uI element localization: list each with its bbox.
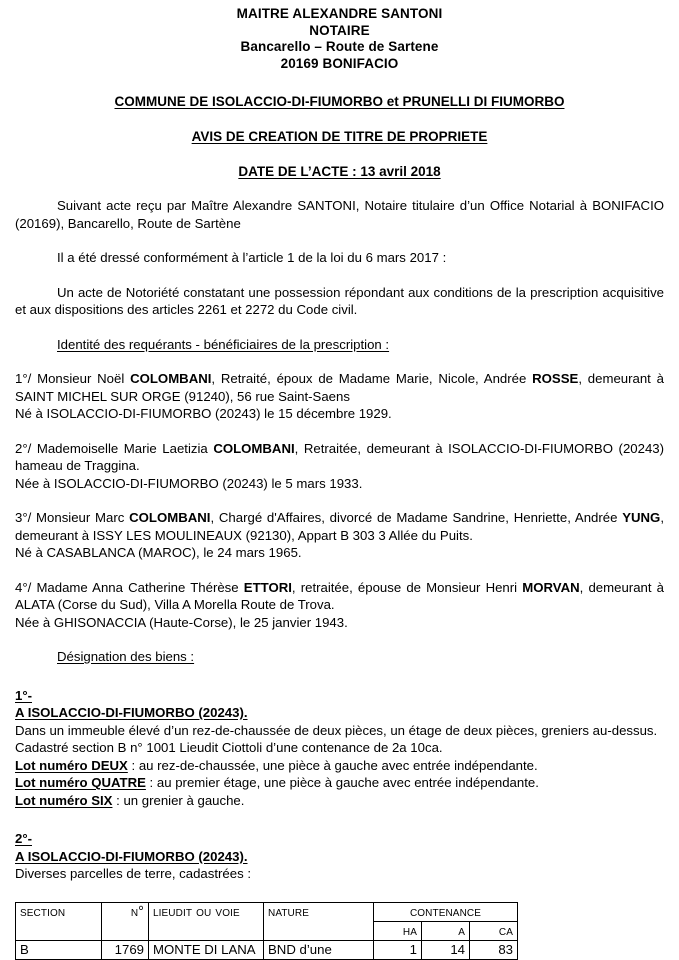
intro-p2-text: Il a été dressé conformément à l’article 1 de la loi du 6 mars 2017 : xyxy=(57,250,447,265)
cell-lieudit: MONTE DI LANA xyxy=(149,940,264,959)
requerant-birth xyxy=(15,475,664,493)
bien-description xyxy=(15,865,664,883)
lot-line xyxy=(15,774,664,792)
requerant-prefix: Madame Anna Catherine Thérèse xyxy=(36,579,244,595)
requerant-address: , demeurant à SAINT MICHEL SUR ORGE (91240), 56 rue Saint-Saens xyxy=(15,371,664,404)
header-lieudit: lieudit ou voie xyxy=(149,902,264,940)
letterhead-line-1: MAITRE ALEXANDRE SANTONI xyxy=(236,6,443,21)
bien-address-text: A ISOLACCIO-DI-FIUMORBO (20243). xyxy=(15,848,248,864)
bien-cadastre-text: Cadastré section B n° 1001 Lieudit Ciottoli d’une contenance de 2a 10ca. xyxy=(15,740,443,755)
header-ca: ca xyxy=(470,921,518,940)
lot-label: Lot numéro QUATRE xyxy=(15,775,146,790)
bien-description-text: Diverses parcelles de terre, cadastrées : xyxy=(15,866,252,881)
lot-text: : au premier étage, une pièce à gauche avec entrée indépendante. xyxy=(145,775,539,790)
section-designation-title xyxy=(15,648,664,666)
cell-a: 14 xyxy=(422,940,470,959)
requerant-birth-text: Née à GHISONACCIA (Haute-Corse), le 25 janvier 1943. xyxy=(15,614,348,630)
bien-description-text: Dans un immeuble élevé d’un rez-de-chaussée de deux pièces, un étage de deux pièces, greniers au-dessus. xyxy=(15,722,658,738)
requerant-surname: COLOMBANI xyxy=(129,510,211,525)
header-contenance: contenance xyxy=(374,902,518,921)
requerant-entry xyxy=(15,579,664,614)
requerant-surname: COLOMBANI xyxy=(130,371,212,386)
lot-label: Lot numéro SIX xyxy=(15,792,113,808)
letterhead-line-4: 20169 BONIFACIO xyxy=(280,55,399,71)
parcel-table xyxy=(15,902,518,960)
bien-cadastre xyxy=(15,739,664,757)
intro-p3-line1: Un acte de Notoriété constatant une possession répondant aux conditions de la xyxy=(57,284,527,300)
requerant-prefix: Monsieur Noël xyxy=(37,371,131,386)
cell-ha: 1 xyxy=(374,940,422,959)
requerant-middle: , Chargé d'Affaires, divorcé de Madame Sandrine, Henriette, Andrée xyxy=(210,510,623,525)
section-identite-title-text: Identité des requérants - bénéficiaires de la prescription : xyxy=(57,336,390,352)
section-identite-title xyxy=(15,336,664,354)
cell-ca: 83 xyxy=(470,940,518,959)
heading-avis-text: AVIS DE CREATION DE TITRE DE PROPRIETE xyxy=(191,129,488,144)
requerant-birth xyxy=(15,405,664,423)
requerant-address: , demeurant à ISSY LES MOULINEAUX (92130), Appart B 303 3 Allée du Puits. xyxy=(15,510,664,543)
heading-commune xyxy=(15,94,664,110)
intro-paragraph-2 xyxy=(15,249,664,267)
table-header-row xyxy=(16,902,518,921)
letterhead-line-3: Bancarello – Route de Sartene xyxy=(240,39,439,54)
lot-line xyxy=(15,757,664,775)
requerant-address: , demeurant à ALATA (Corse du Sud), Villa A Morella Route de Trova. xyxy=(15,579,665,612)
requerant-birth-text: Né à ISOLACCIO-DI-FIUMORBO (20243) le 15 décembre 1929. xyxy=(15,406,392,421)
bien-number-text: 2°- xyxy=(15,831,32,846)
bien-address xyxy=(15,704,664,722)
intro-p3-line2: prescription acquisitive et aux dispositions des articles 2261 et 2272 du Code civil. xyxy=(15,284,664,317)
header-ha: ha xyxy=(374,921,422,940)
parcel-table-wrapper xyxy=(15,902,664,960)
heading-commune-text: COMMUNE DE ISOLACCIO-DI-FIUMORBO et PRUNELLI DI FIUMORBO xyxy=(114,94,565,109)
bien-description xyxy=(15,722,664,740)
requerant-birth xyxy=(15,614,664,632)
lot-text: : un grenier à gauche. xyxy=(112,792,245,808)
requerant-birth-text: Née à ISOLACCIO-DI-FIUMORBO (20243) le 5 mars 1933. xyxy=(15,475,363,491)
requerant-prefix: Monsieur Marc xyxy=(36,510,130,525)
requerant-entry xyxy=(15,509,664,544)
bien-address-text: A ISOLACCIO-DI-FIUMORBO (20243). xyxy=(15,705,248,720)
requerant-birth xyxy=(15,544,664,562)
requerant-spouse-surname: YUNG xyxy=(622,510,661,525)
lot-label: Lot numéro DEUX xyxy=(15,757,128,773)
requerant-entry xyxy=(15,440,664,475)
requerant-marker: 3°/ xyxy=(15,510,37,525)
requerant-surname: ETTORI xyxy=(243,579,292,595)
heading-date-text: DATE DE L’ACTE : 13 avril 2018 xyxy=(238,164,441,179)
requerant-birth-text: Né à CASABLANCA (MAROC), le 24 mars 1965. xyxy=(15,545,302,560)
letterhead-line-2: NOTAIRE xyxy=(309,22,370,38)
letterhead xyxy=(15,6,664,72)
requerant-marker: 1°/ xyxy=(15,371,38,386)
requerant-marker: 2°/ xyxy=(15,440,37,456)
cell-section: B xyxy=(16,940,102,959)
requerant-middle: , Retraité, époux de Madame Marie, Nicole, Andrée xyxy=(211,371,533,386)
section-designation-title-text: Désignation des biens : xyxy=(57,649,195,664)
requerant-spouse-surname: ROSSE xyxy=(532,371,579,386)
heading-avis xyxy=(15,129,664,145)
intro-p1-line1: Suivant acte reçu par Maître Alexandre SANTONI, Notaire titulaire d’un Office Notarial à xyxy=(57,198,588,213)
bien-address xyxy=(15,848,664,866)
header-section: section xyxy=(16,902,102,940)
cell-nature: BND d’une xyxy=(264,940,374,959)
intro-paragraph-3 xyxy=(15,284,664,319)
bien-number xyxy=(15,830,664,848)
header-a: a xyxy=(422,921,470,940)
header-nature: nature xyxy=(264,902,374,940)
table-row xyxy=(16,940,518,959)
intro-paragraph-1 xyxy=(15,197,664,232)
cell-numero: 1769 xyxy=(102,940,149,959)
lot-text: : au rez-de-chaussée, une pièce à gauche avec entrée indépendante. xyxy=(127,757,538,773)
requerant-surname: COLOMBANI xyxy=(213,440,295,456)
requerant-middle: , retraitée, épouse de Monsieur Henri xyxy=(291,579,523,595)
lot-line xyxy=(15,792,664,810)
requerant-entry xyxy=(15,370,664,405)
header-numero: n° xyxy=(102,902,149,940)
bien-number xyxy=(15,687,664,705)
bien-number-text: 1°- xyxy=(15,687,32,703)
requerant-prefix: Mademoiselle Marie Laetizia xyxy=(36,440,214,456)
requerant-middle: , Retraitée, demeurant à ISOLACCIO-DI-FIUMORBO (20243) hameau de Traggina. xyxy=(15,440,665,473)
requerant-marker: 4°/ xyxy=(15,579,37,595)
intro-p1-line2: BONIFACIO (20169), Bancarello, Route de Sartène xyxy=(15,198,664,231)
requerant-spouse-surname: MORVAN xyxy=(522,579,580,595)
heading-date xyxy=(15,164,664,180)
